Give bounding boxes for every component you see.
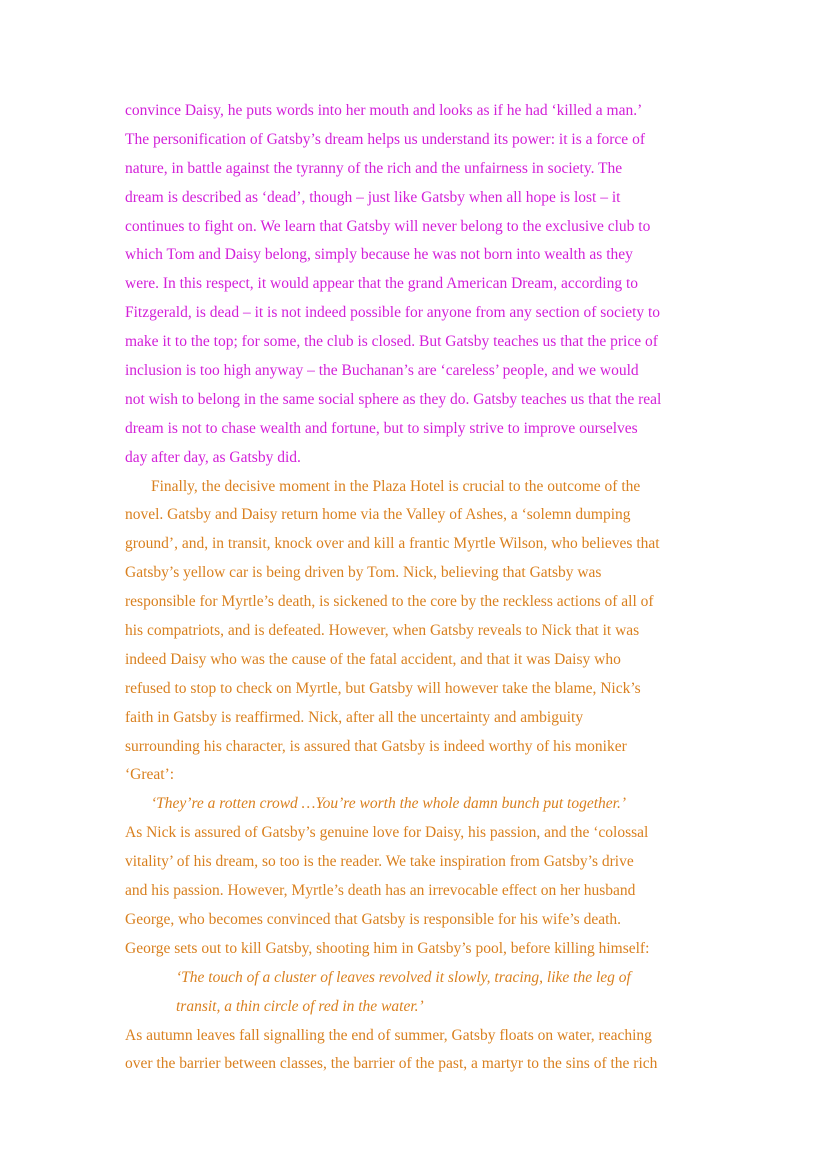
text-line: Finally, the decisive moment in the Plaza Hotel is crucial to the outcome of the [151, 477, 641, 495]
text-line: indeed Daisy who was the cause of the fatal accident, and that it was Daisy who [125, 650, 621, 668]
text-line: Fitzgerald, is dead – it is not indeed possible for anyone from any section of society to [125, 304, 661, 322]
text-line: convince Daisy, he puts words into her mouth and looks as if he had ‘killed a man.’ [125, 102, 643, 119]
text-line: which Tom and Daisy belong, simply because he was not born into wealth as they [125, 246, 633, 264]
text-line: Gatsby’s yellow car is being driven by Tom. Nick, believing that Gatsby was [125, 564, 602, 582]
quotation-rotten-crowd: ‘They’re a rotten crowd …You’re worth the whole damn bunch put together.’ [151, 795, 627, 813]
text-line: and his passion. However, Myrtle’s death has an irrevocable effect on her husband [125, 882, 636, 900]
text-line: George sets out to kill Gatsby, shooting him in Gatsby’s pool, before killing himself: [125, 939, 650, 957]
text-line: dream is described as ‘dead’, though – just like Gatsby when all hope is lost – it [125, 188, 621, 206]
text-line: over the barrier between classes, the barrier of the past, a martyr to the sins of the rich [125, 1055, 658, 1073]
text-line: nature, in battle against the tyranny of the rich and the unfairness in society. The [125, 159, 623, 177]
text-line: day after day, as Gatsby did. [125, 448, 301, 466]
text-line: vitality’ of his dream, so too is the reader. We take inspiration from Gatsby’s drive [125, 853, 634, 871]
text-line: dream is not to chase wealth and fortune, but to simply strive to improve ourselves [125, 419, 638, 437]
paragraph-plaza-hotel [125, 473, 725, 1080]
text-line: As Nick is assured of Gatsby’s genuine love for Daisy, his passion, and the ‘colossal [125, 824, 649, 842]
text-line: novel. Gatsby and Daisy return home via the Valley of Ashes, a ‘solemn dumping [125, 506, 631, 524]
text-line: continues to fight on. We learn that Gatsby will never belong to the exclusive club to [125, 217, 651, 235]
quotation-cluster-of-leaves: ‘The touch of a cluster of leaves revolved it slowly, tracing, like the leg of [176, 968, 631, 986]
paragraph-american-dream [125, 97, 725, 473]
text-line: his compatriots, and is defeated. However, when Gatsby reveals to Nick that it was [125, 622, 640, 640]
text-line: responsible for Myrtle’s death, is sickened to the core by the reckless actions of all of [125, 593, 654, 611]
text-line: were. In this respect, it would appear that the grand American Dream, according to [125, 275, 639, 293]
quotation-cluster-of-leaves: transit, a thin circle of red in the water.’ [176, 997, 424, 1015]
text-line: inclusion is too high anyway – the Buchanan’s are ‘careless’ people, and we would [125, 362, 639, 380]
text-line: ‘Great’: [125, 766, 175, 784]
text-line: faith in Gatsby is reaffirmed. Nick, after all the uncertainty and ambiguity [125, 708, 584, 726]
text-line: not wish to belong in the same social sphere as they do. Gatsby teaches us that the real [125, 390, 662, 408]
essay-text [125, 97, 725, 1079]
text-line: George, who becomes convinced that Gatsby is responsible for his wife’s death. [125, 910, 622, 928]
text-line: refused to stop to check on Myrtle, but Gatsby will however take the blame, Nick’s [125, 679, 641, 697]
text-line: make it to the top; for some, the club is closed. But Gatsby teaches us that the price of [125, 333, 658, 351]
text-line: As autumn leaves fall signalling the end of summer, Gatsby floats on water, reaching [125, 1026, 652, 1044]
text-line: ground’, and, in transit, knock over and kill a frantic Myrtle Wilson, who believes that [125, 535, 660, 553]
text-line: surrounding his character, is assured that Gatsby is indeed worthy of his moniker [125, 737, 627, 755]
text-line: The personification of Gatsby’s dream helps us understand its power: it is a force of [125, 130, 645, 148]
